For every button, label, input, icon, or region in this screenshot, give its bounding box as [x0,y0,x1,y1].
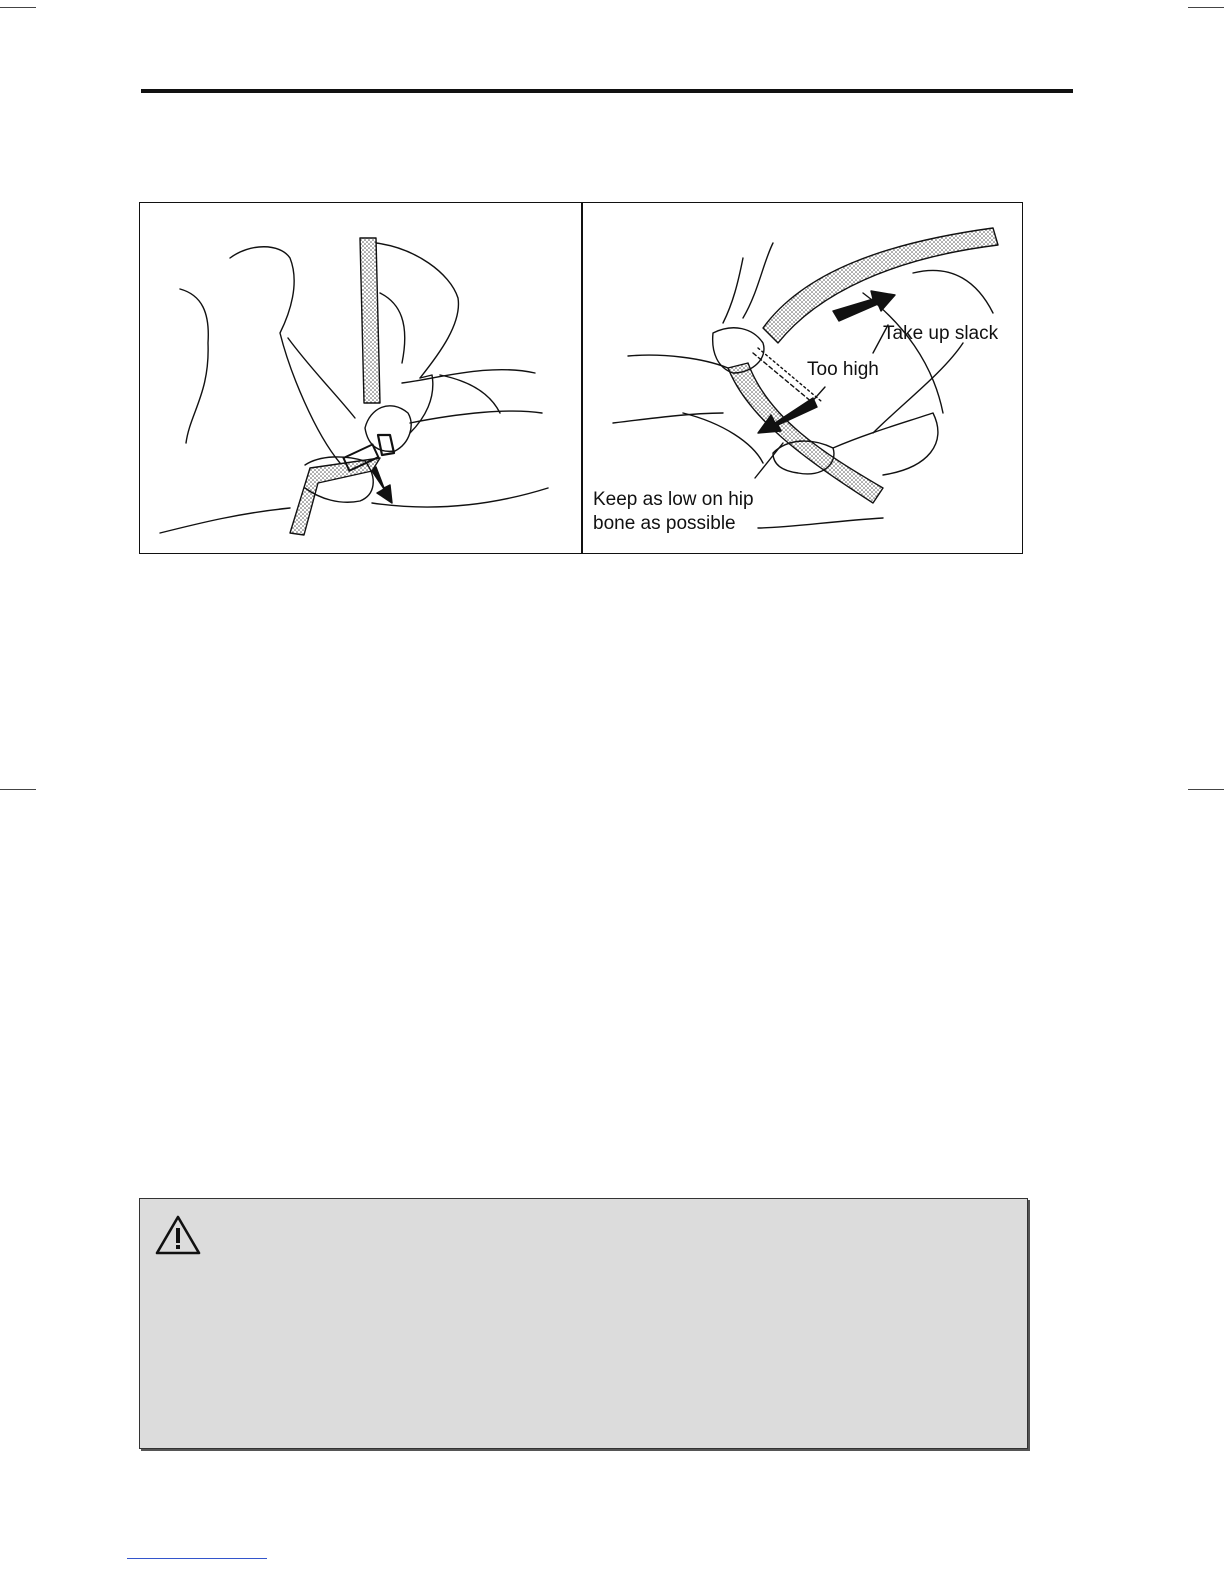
keep-low-label-line2: bone as possible [593,513,736,534]
keep-low-label-line1: Keep as low on hip [593,489,754,510]
lap-belt-panel [583,203,1022,553]
buckle-drawing [140,203,581,553]
warning-triangle-icon [154,1214,202,1256]
too-high-label: Too high [807,359,879,380]
footer-link-underline [127,1558,267,1559]
crop-mark-top-left [0,7,36,8]
crop-mark-mid-right [1188,789,1224,790]
seat-belt-illustration [139,202,1023,554]
header-rule [141,89,1073,93]
warning-box [139,1198,1028,1449]
crop-mark-top-right [1188,7,1224,8]
crop-mark-mid-left [0,789,36,790]
take-up-slack-label: Take up slack [883,323,999,344]
buckle-panel [140,203,581,553]
